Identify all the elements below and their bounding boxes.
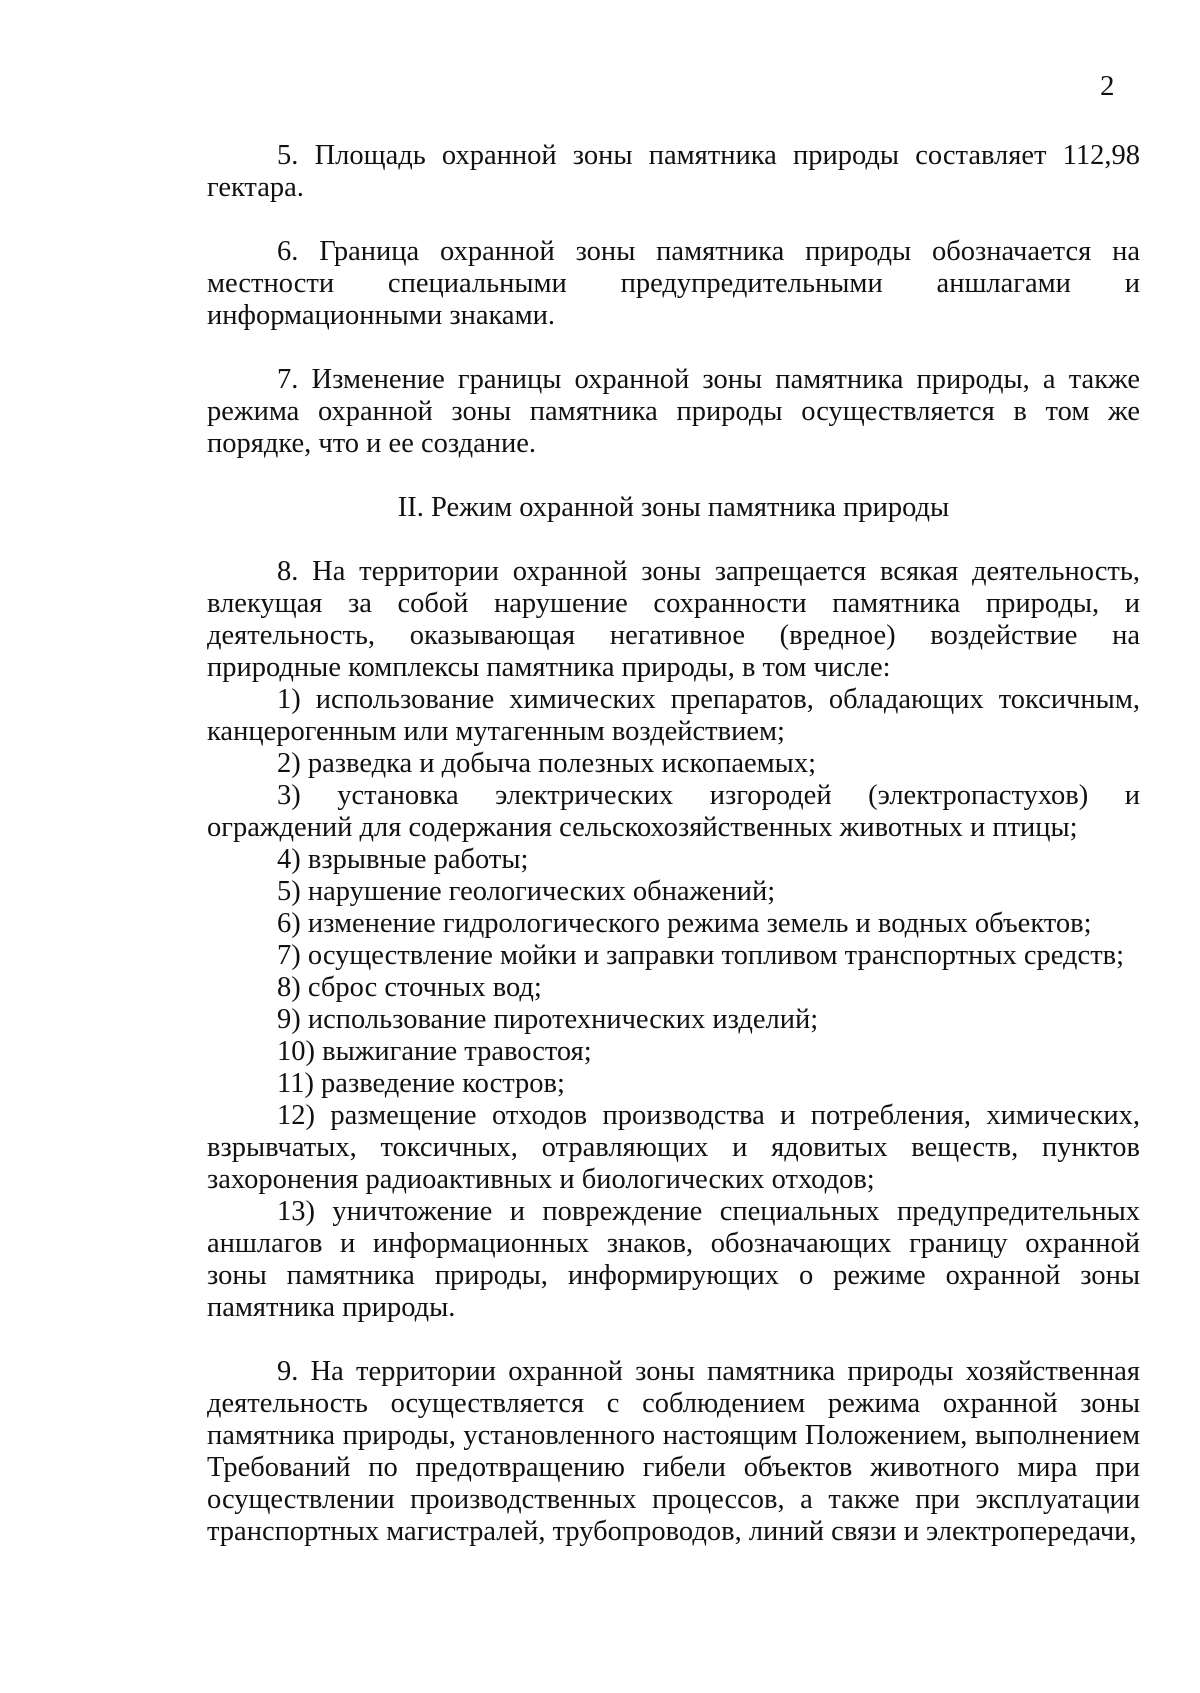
list-item: 6) изменение гидрологического режима земель и водных объектов; [277, 908, 1092, 939]
list-item: 5) нарушение геологических обнажений; [277, 876, 776, 907]
list-item: 11) разведение костров; [277, 1068, 565, 1099]
list-item: 9) использование пиротехнических изделий; [277, 1004, 819, 1035]
list-item: 4) взрывные работы; [277, 844, 529, 875]
list-item: 13) уничтожение и повреждение специальных предупредительных аншлагов и информационных знаков, обозначающих границу охранной зоны памятника природы, информирующих о режиме охранной зоны памятника природы. [207, 1196, 1140, 1323]
list-item: 10) выжигание травостоя; [277, 1036, 592, 1067]
list-item: 8) сброс сточных вод; [277, 972, 542, 1003]
paragraph-5: 5. Площадь охранной зоны памятника природы составляет 112,98 гектара. [207, 140, 1140, 203]
paragraph-7: 7. Изменение границы охранной зоны памятника природы, а также режима охранной зоны памятника природы осуществляется в том же порядке, что и ее создание. [207, 364, 1140, 459]
list-item: 12) размещение отходов производства и потребления, химических, взрывчатых, токсичных, отравляющих и ядовитых веществ, пунктов захоронения радиоактивных и биологических отходов; [207, 1100, 1140, 1195]
list-item: 3) установка электрических изгородей (электропастухов) и ограждений для содержания сельскохозяйственных животных и птицы; [207, 780, 1140, 843]
document-body [207, 140, 1140, 1548]
paragraph-6: 6. Граница охранной зоны памятника природы обозначается на местности специальными предупредительными аншлагами и информационными знаками. [207, 236, 1140, 331]
page-number: 2 [1100, 70, 1115, 102]
paragraph-9: 9. На территории охранной зоны памятника природы хозяйственная деятельность осуществляется с соблюдением режима охранной зоны памятника природы, установленного настоящим Положением, выполнением Требований по предотвращению гибели объектов животного мира при осуществлении производственных процессов, а также при эксплуатации транспортных магистралей, трубопроводов, линий связи и электропередачи, [207, 1356, 1140, 1547]
list-item: 2) разведка и добыча полезных ископаемых; [277, 748, 816, 779]
paragraph-8-intro: 8. На территории охранной зоны запрещается всякая деятельность, влекущая за собой нарушение сохранности памятника природы, и деятельность, оказывающая негативное (вредное) воздействие на природные комплексы памятника природы, в том числе: [207, 556, 1140, 683]
list-item: 1) использование химических препаратов, обладающих токсичным, канцерогенным или мутагенным воздействием; [207, 684, 1140, 747]
section-heading: II. Режим охранной зоны памятника природы [397, 492, 950, 523]
list-item: 7) осуществление мойки и заправки топливом транспортных средств; [277, 940, 1125, 971]
